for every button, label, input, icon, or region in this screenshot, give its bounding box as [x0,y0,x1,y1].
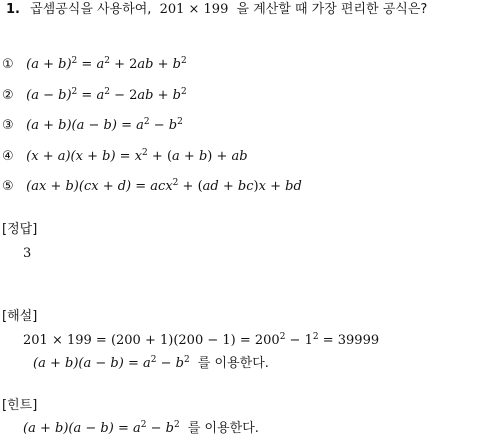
hint-text: 를 이용한다. [187,421,259,436]
hint-line [23,421,259,437]
explanation-line-1: $201 \times 199 = (200 + 1)(200 - 1) = 200^2 - 1^2 = 39999$ [23,332,380,348]
question-text-after: 을 계산할 때 가장 편리한 공식은? [236,2,428,17]
explanation-text: 를 이용한다. [197,356,269,371]
option-5-mark: ⑤ [2,179,14,194]
hint-formula: $(a + b)(a - b) = a^2 - b^2$ [23,420,180,436]
explanation-line-2 [33,356,269,372]
question-line [6,2,427,18]
answer-label: [정답] [2,222,38,237]
option-4-formula: $(x + a)(x + b) = x^2 + (a + b)$ + ab [26,148,248,164]
question-text-before: 곱셈공식을 사용하여, [30,2,152,17]
explanation-label: [해설] [2,309,38,324]
answer-value: 3 [23,246,32,261]
option-2-formula: $(a - b)^2 = a^2 - 2ab + b^2$ [26,87,187,103]
option-1 [2,57,187,73]
option-2-mark: ② [2,88,14,103]
hint-label: [힌트] [2,398,38,413]
option-2 [2,88,187,104]
option-3-mark: ③ [2,118,14,133]
question-expression: 201 × 199 [159,2,229,17]
option-4-mark: ④ [2,149,14,164]
option-5-formula: (ax + b)(cx + d) = acx$^2$ + (ad + bc)x + bd [26,178,302,194]
option-5 [2,179,302,195]
option-1-formula: $(a + b)^2 = a^2 + 2ab + b^2$ [26,56,187,72]
option-3-formula: $(a + b)(a - b) = a^2 - b^2$ [26,117,183,133]
explanation-formula: $(a + b)(a - b) = a^2 - b^2$ [33,355,190,371]
option-4 [2,149,248,165]
question-number: 1. [6,2,20,17]
option-3 [2,118,183,134]
option-1-mark: ① [2,57,14,72]
